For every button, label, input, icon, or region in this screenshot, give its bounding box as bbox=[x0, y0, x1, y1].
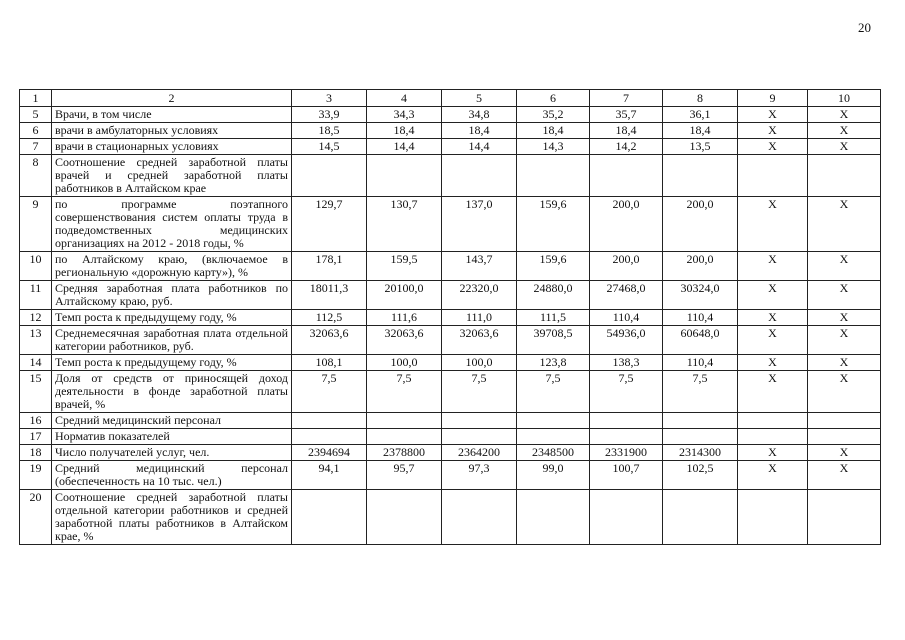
value-cell: 200,0 bbox=[663, 197, 738, 252]
table-row bbox=[20, 252, 881, 281]
table-row bbox=[20, 123, 881, 139]
value-cell: 13,5 bbox=[663, 139, 738, 155]
header-cell: 1 bbox=[20, 90, 52, 107]
value-cell: X bbox=[808, 310, 881, 326]
value-cell: 32063,6 bbox=[292, 326, 367, 355]
row-number-cell: 11 bbox=[20, 281, 52, 310]
value-cell: 94,1 bbox=[292, 461, 367, 490]
header-cell: 7 bbox=[590, 90, 663, 107]
header-cell: 6 bbox=[517, 90, 590, 107]
value-cell: 2348500 bbox=[517, 445, 590, 461]
value-cell: X bbox=[738, 445, 808, 461]
value-cell bbox=[292, 155, 367, 197]
value-cell bbox=[292, 413, 367, 429]
indicator-name-cell: Средний медицинский персонал (обеспеченность на 10 тыс. чел.) bbox=[52, 461, 292, 490]
value-cell: X bbox=[808, 197, 881, 252]
table-row bbox=[20, 139, 881, 155]
value-cell: 7,5 bbox=[590, 371, 663, 413]
value-cell: 14,5 bbox=[292, 139, 367, 155]
table-row bbox=[20, 326, 881, 355]
value-cell: X bbox=[738, 326, 808, 355]
row-number-cell: 12 bbox=[20, 310, 52, 326]
row-number-cell: 9 bbox=[20, 197, 52, 252]
value-cell: X bbox=[738, 252, 808, 281]
value-cell: X bbox=[808, 123, 881, 139]
value-cell: 2314300 bbox=[663, 445, 738, 461]
value-cell bbox=[808, 155, 881, 197]
value-cell: 143,7 bbox=[442, 252, 517, 281]
table-row bbox=[20, 310, 881, 326]
value-cell: 110,4 bbox=[663, 310, 738, 326]
value-cell: X bbox=[738, 310, 808, 326]
value-cell bbox=[442, 429, 517, 445]
table-row bbox=[20, 355, 881, 371]
value-cell: 159,6 bbox=[517, 252, 590, 281]
value-cell bbox=[367, 155, 442, 197]
row-number-cell: 14 bbox=[20, 355, 52, 371]
row-number-cell: 10 bbox=[20, 252, 52, 281]
value-cell: 129,7 bbox=[292, 197, 367, 252]
row-number-cell: 18 bbox=[20, 445, 52, 461]
table-row bbox=[20, 461, 881, 490]
value-cell: 36,1 bbox=[663, 107, 738, 123]
value-cell: 108,1 bbox=[292, 355, 367, 371]
value-cell: X bbox=[738, 107, 808, 123]
row-number-cell: 5 bbox=[20, 107, 52, 123]
value-cell: X bbox=[738, 123, 808, 139]
value-cell: X bbox=[738, 461, 808, 490]
value-cell: 200,0 bbox=[663, 252, 738, 281]
table-header-row bbox=[20, 90, 881, 107]
indicator-name-cell: Доля от средств от приносящей доход деятельности в фонде заработной платы врачей, % bbox=[52, 371, 292, 413]
row-number-cell: 7 bbox=[20, 139, 52, 155]
value-cell: X bbox=[738, 355, 808, 371]
value-cell bbox=[808, 413, 881, 429]
indicator-name-cell: Средняя заработная плата работников по Алтайскому краю, руб. bbox=[52, 281, 292, 310]
value-cell bbox=[590, 429, 663, 445]
header-cell: 9 bbox=[738, 90, 808, 107]
value-cell: 138,3 bbox=[590, 355, 663, 371]
value-cell: 7,5 bbox=[517, 371, 590, 413]
table-body bbox=[20, 90, 881, 545]
value-cell: X bbox=[738, 371, 808, 413]
value-cell: X bbox=[738, 281, 808, 310]
value-cell bbox=[663, 490, 738, 545]
table-row bbox=[20, 155, 881, 197]
value-cell: X bbox=[808, 461, 881, 490]
value-cell: 112,5 bbox=[292, 310, 367, 326]
header-cell: 4 bbox=[367, 90, 442, 107]
table-row bbox=[20, 281, 881, 310]
indicator-name-cell: по программе поэтапного совершенствования систем оплаты труда в подведомственных медицинских организациях на 2012 - 2018 годы, % bbox=[52, 197, 292, 252]
value-cell: 32063,6 bbox=[367, 326, 442, 355]
value-cell bbox=[442, 490, 517, 545]
value-cell bbox=[367, 429, 442, 445]
value-cell: 2378800 bbox=[367, 445, 442, 461]
value-cell bbox=[292, 490, 367, 545]
value-cell bbox=[517, 429, 590, 445]
value-cell bbox=[663, 413, 738, 429]
value-cell: 18,4 bbox=[663, 123, 738, 139]
value-cell bbox=[808, 490, 881, 545]
value-cell: 27468,0 bbox=[590, 281, 663, 310]
value-cell bbox=[517, 155, 590, 197]
indicator-name-cell: врачи в стационарных условиях bbox=[52, 139, 292, 155]
value-cell: 110,4 bbox=[590, 310, 663, 326]
value-cell bbox=[590, 413, 663, 429]
value-cell: 123,8 bbox=[517, 355, 590, 371]
value-cell: 35,7 bbox=[590, 107, 663, 123]
value-cell: X bbox=[808, 355, 881, 371]
value-cell: 110,4 bbox=[663, 355, 738, 371]
header-cell: 10 bbox=[808, 90, 881, 107]
value-cell: 54936,0 bbox=[590, 326, 663, 355]
value-cell bbox=[590, 155, 663, 197]
indicator-name-cell: врачи в амбулаторных условиях bbox=[52, 123, 292, 139]
value-cell bbox=[738, 155, 808, 197]
value-cell: 200,0 bbox=[590, 197, 663, 252]
value-cell: 97,3 bbox=[442, 461, 517, 490]
header-cell: 3 bbox=[292, 90, 367, 107]
row-number-cell: 16 bbox=[20, 413, 52, 429]
value-cell: 18,4 bbox=[590, 123, 663, 139]
indicator-name-cell: Соотношение средней заработной платы отдельной категории работников и средней заработной платы работников в Алтайском крае, % bbox=[52, 490, 292, 545]
value-cell: 111,0 bbox=[442, 310, 517, 326]
value-cell: 2331900 bbox=[590, 445, 663, 461]
value-cell: 14,2 bbox=[590, 139, 663, 155]
table-row bbox=[20, 107, 881, 123]
value-cell: 24880,0 bbox=[517, 281, 590, 310]
value-cell bbox=[442, 155, 517, 197]
indicator-name-cell: Врачи, в том числе bbox=[52, 107, 292, 123]
table-row bbox=[20, 490, 881, 545]
data-table bbox=[19, 89, 881, 545]
value-cell: 2364200 bbox=[442, 445, 517, 461]
row-number-cell: 13 bbox=[20, 326, 52, 355]
indicator-name-cell: Число получателей услуг, чел. bbox=[52, 445, 292, 461]
value-cell bbox=[442, 413, 517, 429]
indicator-name-cell: Средний медицинский персонал bbox=[52, 413, 292, 429]
value-cell: 137,0 bbox=[442, 197, 517, 252]
value-cell: 7,5 bbox=[292, 371, 367, 413]
value-cell bbox=[738, 490, 808, 545]
value-cell: 7,5 bbox=[663, 371, 738, 413]
indicator-name-cell: Темп роста к предыдущему году, % bbox=[52, 310, 292, 326]
value-cell: X bbox=[808, 107, 881, 123]
value-cell: 14,4 bbox=[442, 139, 517, 155]
table-row bbox=[20, 445, 881, 461]
indicator-name-cell: Соотношение средней заработной платы врачей и средней заработной платы работников в Алтайском крае bbox=[52, 155, 292, 197]
value-cell bbox=[367, 413, 442, 429]
value-cell: 7,5 bbox=[442, 371, 517, 413]
value-cell: 14,4 bbox=[367, 139, 442, 155]
indicator-name-cell: Темп роста к предыдущему году, % bbox=[52, 355, 292, 371]
value-cell: 159,6 bbox=[517, 197, 590, 252]
row-number-cell: 20 bbox=[20, 490, 52, 545]
row-number-cell: 6 bbox=[20, 123, 52, 139]
value-cell: 7,5 bbox=[367, 371, 442, 413]
value-cell bbox=[663, 429, 738, 445]
table-row bbox=[20, 413, 881, 429]
value-cell bbox=[292, 429, 367, 445]
value-cell: X bbox=[808, 281, 881, 310]
indicator-name-cell: по Алтайскому краю, (включаемое в региональную «дорожную карту»), % bbox=[52, 252, 292, 281]
row-number-cell: 15 bbox=[20, 371, 52, 413]
value-cell: 111,5 bbox=[517, 310, 590, 326]
value-cell: 95,7 bbox=[367, 461, 442, 490]
value-cell: 99,0 bbox=[517, 461, 590, 490]
value-cell: 178,1 bbox=[292, 252, 367, 281]
value-cell bbox=[367, 490, 442, 545]
value-cell: 35,2 bbox=[517, 107, 590, 123]
value-cell: 33,9 bbox=[292, 107, 367, 123]
value-cell: 100,7 bbox=[590, 461, 663, 490]
value-cell: X bbox=[808, 371, 881, 413]
value-cell: 32063,6 bbox=[442, 326, 517, 355]
value-cell bbox=[590, 490, 663, 545]
header-cell: 8 bbox=[663, 90, 738, 107]
value-cell: 18,4 bbox=[367, 123, 442, 139]
value-cell: 100,0 bbox=[367, 355, 442, 371]
value-cell: X bbox=[808, 445, 881, 461]
value-cell: 102,5 bbox=[663, 461, 738, 490]
value-cell: 100,0 bbox=[442, 355, 517, 371]
value-cell: 22320,0 bbox=[442, 281, 517, 310]
value-cell: 18011,3 bbox=[292, 281, 367, 310]
row-number-cell: 8 bbox=[20, 155, 52, 197]
table-row bbox=[20, 429, 881, 445]
value-cell: 18,4 bbox=[517, 123, 590, 139]
value-cell: X bbox=[738, 139, 808, 155]
value-cell bbox=[738, 413, 808, 429]
indicator-name-cell: Норматив показателей bbox=[52, 429, 292, 445]
value-cell: 18,5 bbox=[292, 123, 367, 139]
row-number-cell: 19 bbox=[20, 461, 52, 490]
value-cell: 159,5 bbox=[367, 252, 442, 281]
row-number-cell: 17 bbox=[20, 429, 52, 445]
indicator-name-cell: Среднемесячная заработная плата отдельной категории работников, руб. bbox=[52, 326, 292, 355]
value-cell bbox=[738, 429, 808, 445]
value-cell: 34,3 bbox=[367, 107, 442, 123]
table-row bbox=[20, 371, 881, 413]
value-cell: 18,4 bbox=[442, 123, 517, 139]
value-cell: 200,0 bbox=[590, 252, 663, 281]
value-cell: 111,6 bbox=[367, 310, 442, 326]
value-cell bbox=[517, 490, 590, 545]
value-cell: X bbox=[738, 197, 808, 252]
value-cell: 30324,0 bbox=[663, 281, 738, 310]
value-cell bbox=[808, 429, 881, 445]
value-cell: X bbox=[808, 139, 881, 155]
value-cell: 20100,0 bbox=[367, 281, 442, 310]
page-number: 20 bbox=[858, 20, 871, 35]
value-cell: X bbox=[808, 252, 881, 281]
value-cell: X bbox=[808, 326, 881, 355]
value-cell: 130,7 bbox=[367, 197, 442, 252]
value-cell: 14,3 bbox=[517, 139, 590, 155]
header-cell: 2 bbox=[52, 90, 292, 107]
value-cell: 34,8 bbox=[442, 107, 517, 123]
value-cell bbox=[517, 413, 590, 429]
value-cell: 39708,5 bbox=[517, 326, 590, 355]
value-cell bbox=[663, 155, 738, 197]
header-cell: 5 bbox=[442, 90, 517, 107]
table-row bbox=[20, 197, 881, 252]
value-cell: 60648,0 bbox=[663, 326, 738, 355]
value-cell: 2394694 bbox=[292, 445, 367, 461]
